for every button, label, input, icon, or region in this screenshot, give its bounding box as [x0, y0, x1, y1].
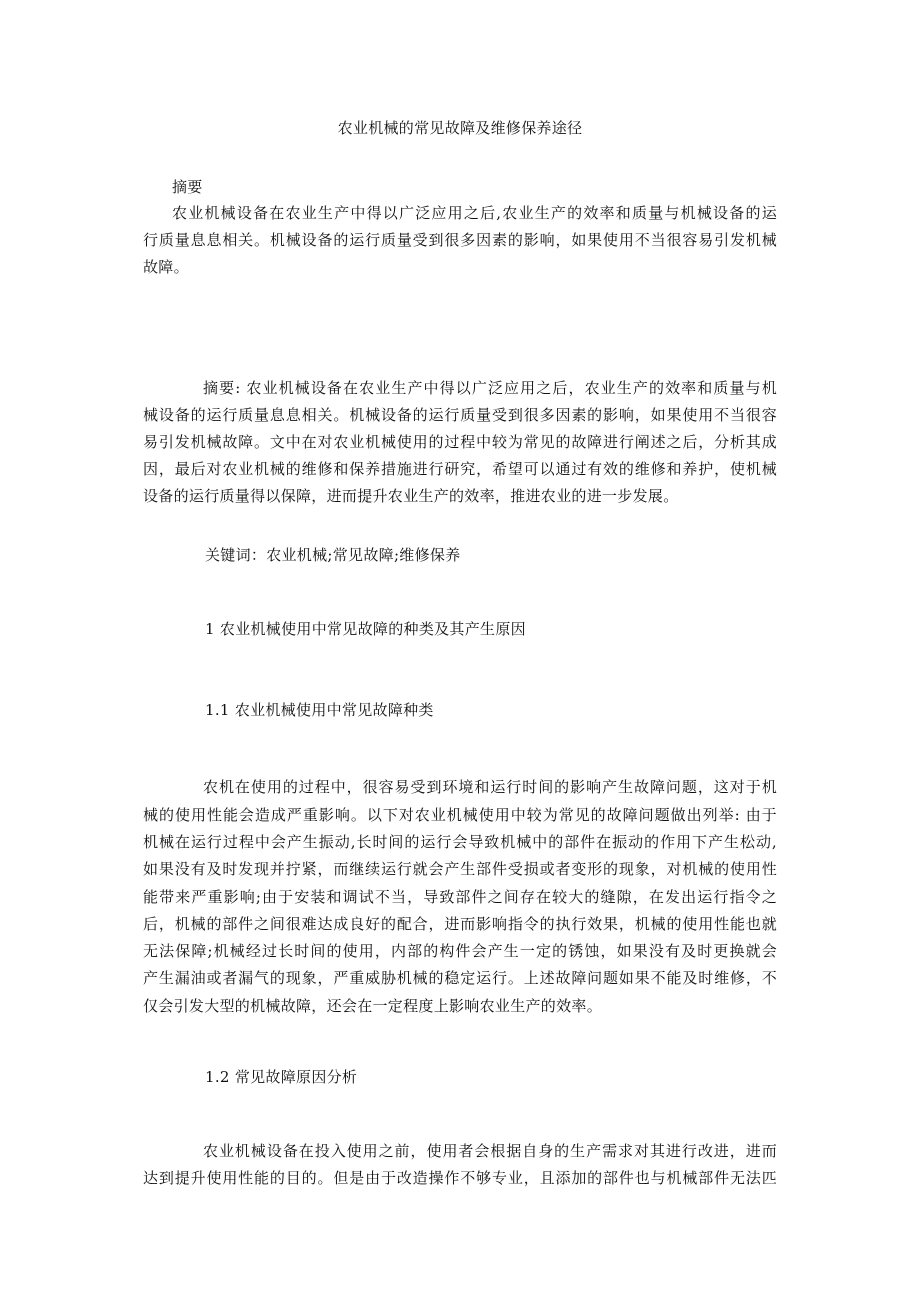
abstract-full-line: 械设备的运行质量息息相关。机械设备的运行质量受到很多因素的影响，如果使用不当很容: [143, 406, 777, 424]
abstract-label: 摘要: [172, 178, 203, 196]
abstract-short-line: 行质量息息相关。机械设备的运行质量受到很多因素的影响，如果使用不当很容易引发机械: [143, 231, 777, 249]
body-line: 产生漏油或者漏气的现象，严重威胁机械的稳定运行。上述故障问题如果不能及时维修，不: [143, 969, 777, 987]
body-line: 农机在使用的过程中，很容易受到环境和运行时间的影响产生故障问题，这对于机: [203, 778, 777, 796]
body-line: 能带来严重影响;由于安装和调试不当，导致部件之间存在较大的缝隙，在发出运行指令之: [143, 888, 777, 906]
body-line: 机械在运行过程中会产生振动,长时间的运行会导致机械中的部件在振动的作用下产生松动,: [143, 833, 777, 851]
body-line: 仅会引发大型的机械故障，还会在一定程度上影响农业生产的效率。: [143, 997, 603, 1015]
body-line: 如果没有及时发现并拧紧，而继续运行就会产生部件受损或者变形的现象，对机械的使用性: [143, 860, 777, 878]
body-line: 无法保障;机械经过长时间的使用，内部的构件会产生一定的锈蚀，如果没有及时更换就会: [143, 942, 777, 960]
section-heading-1-1: 1.1 农业机械使用中常见故障种类: [205, 701, 434, 719]
abstract-full-line: 摘要: 农业机械设备在农业生产中得以广泛应用之后，农业生产的效率和质量与机: [203, 379, 777, 397]
body-line: 械的使用性能会造成严重影响。以下对农业机械使用中较为常见的故障问题做出列举: 由于: [143, 806, 777, 824]
body-line: 后，机械的部件之间很难达成良好的配合，进而影响指令的执行效果，机械的使用性能也就: [143, 915, 777, 933]
body-line: 农业机械设备在投入使用之前，使用者会根据自身的生产需求对其进行改进，进而: [203, 1142, 777, 1160]
section-heading-1: 1 农业机械使用中常见故障的种类及其产生原因: [205, 620, 526, 638]
keywords: 关键词：农业机械;常见故障;维修保养: [205, 546, 461, 564]
abstract-full-line: 因，最后对农业机械的维修和保养措施进行研究，希望可以通过有效的维修和养护，使机械: [143, 460, 777, 478]
abstract-short-line: 农业机械设备在农业生产中得以广泛应用之后,农业生产的效率和质量与机械设备的运: [172, 204, 777, 222]
abstract-full-line: 易引发机械故障。文中在对农业机械使用的过程中较为常见的故障进行阐述之后，分析其成: [143, 433, 777, 451]
body-line: 达到提升使用性能的目的。但是由于改造操作不够专业，且添加的部件也与机械部件无法匹: [143, 1169, 777, 1187]
section-heading-1-2: 1.2 常见故障原因分析: [205, 1068, 358, 1086]
abstract-full-line: 设备的运行质量得以保障，进而提升农业生产的效率，推进农业的进一步发展。: [143, 487, 679, 505]
abstract-short-line: 故障。: [143, 258, 189, 276]
document-title: 农业机械的常见故障及维修保养途径: [337, 119, 583, 137]
